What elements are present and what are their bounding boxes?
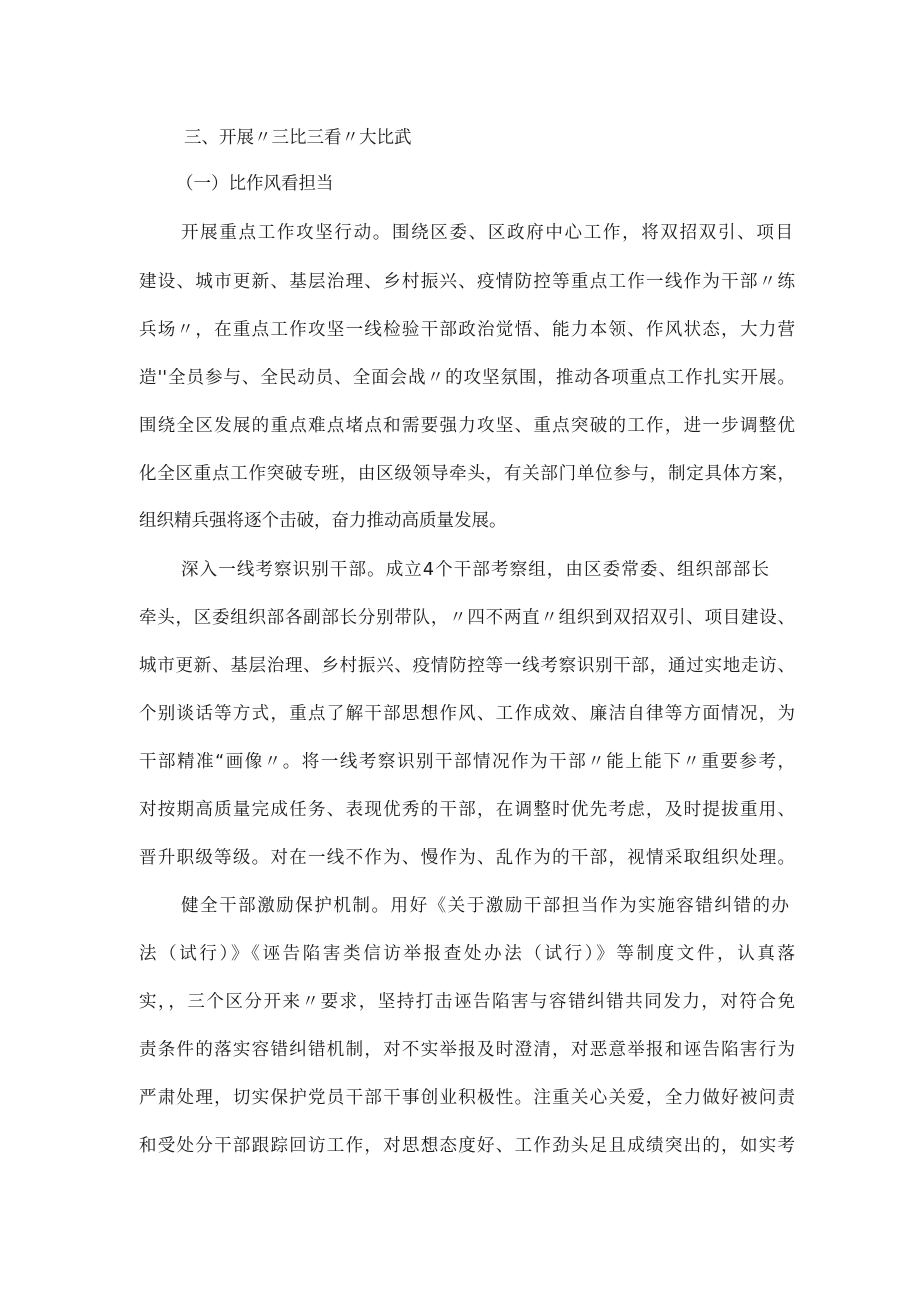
paragraph-line: 晋升职级等级。对在一线不作为、慢作为、乱作为的干部，视情采取组织处理。 (139, 848, 795, 868)
paragraph-line: 建设、城市更新、基层治理、乡村振兴、疫情防控等重点工作一线作为干部〃练 (139, 272, 795, 292)
paragraph-line: 牵头，区委组织部各副部长分别带队，〃四不两直〃组织到双招双引、项目建设、 (139, 608, 795, 628)
paragraph-line: 责条件的落实容错纠错机制，对不实举报及时澄清，对恶意举报和诬告陷害行为 (139, 1040, 795, 1060)
paragraph-line: 城市更新、基层治理、乡村振兴、疫情防控等一线考察识别干部，通过实地走访、 (139, 656, 795, 676)
paragraph-line: 严肃处理，切实保护党员干部干事创业积极性。注重关心关爱，全力做好被问责 (139, 1088, 795, 1108)
paragraph-line: 个别谈话等方式，重点了解干部思想作风、工作成效、廉洁自律等方面情况，为 (139, 704, 795, 724)
paragraph-line: 深入一线考察识别干部。成立4个干部考察组，由区委常委、组织部部长 (181, 560, 769, 580)
paragraph-line: 开展重点工作攻坚行动。围绕区委、区政府中心工作，将双招双引、项目 (181, 223, 793, 243)
paragraph-line: 兵场〃，在重点工作攻坚一线检验干部政治觉悟、能力本领、作风状态，大力营 (139, 320, 795, 340)
section-heading: 三、开展〃三比三看〃大比武 (184, 128, 412, 148)
paragraph-line: 围绕全区发展的重点难点堵点和需要强力攻坚、重点突破的工作，进一步调整优 (139, 416, 795, 436)
paragraph-line: 造''全员参与、全民动员、全面会战〃的攻坚氛围，推动各项重点工作扎实开展。 (139, 368, 795, 388)
paragraph-line: 组织精兵强将逐个击破，奋力推动高质量发展。 (139, 511, 507, 531)
paragraph-line: 健全干部激励保护机制。用好《关于激励干部担当作为实施容错纠错的办 (181, 896, 789, 916)
paragraph-line: 法（试行）》《诬告陷害类信访举报查处办法（试行）》等制度文件，认真落 (139, 944, 795, 964)
paragraph-line: 对按期高质量完成任务、表现优秀的干部，在调整时优先考虑，及时提拔重用、 (139, 800, 795, 820)
paragraph-line: 化全区重点工作突破专班，由区级领导牵头，有关部门单位参与，制定具体方案， (139, 464, 795, 484)
subsection-heading: （一）比作风看担当 (176, 174, 334, 194)
paragraph-line: 和受处分干部跟踪回访工作，对思想态度好、工作劲头足且成绩突出的，如实考 (139, 1136, 795, 1156)
paragraph-line: 实，，三个区分开来〃要求，坚持打击诬告陷害与容错纠错共同发力，对符合免 (139, 992, 795, 1012)
paragraph-line: 干部精准“画像〃。将一线考察识别干部情况作为干部〃能上能下〃重要参考， (139, 752, 795, 772)
